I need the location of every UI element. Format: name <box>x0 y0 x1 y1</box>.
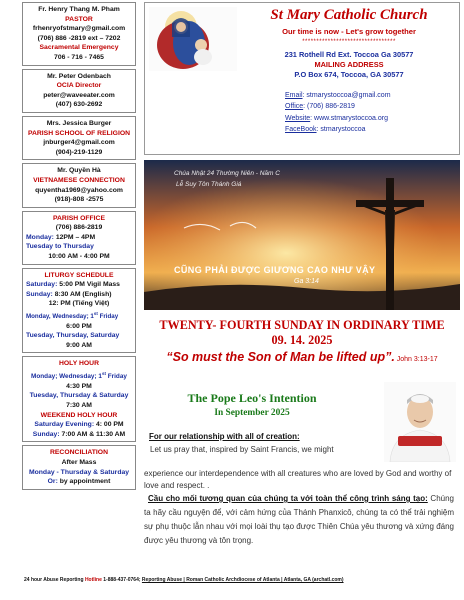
reconciliation-box <box>22 445 136 489</box>
facebook-label: FaceBook <box>285 126 317 134</box>
banner-line2: Lễ Suy Tôn Thánh Giá <box>176 181 242 188</box>
reconciliation-title: RECONCILIATION <box>49 449 109 457</box>
religion-phone: (904)-219-1129 <box>55 148 103 156</box>
pastor-name: Fr. Henry Thang M. Pham <box>38 6 120 13</box>
office-days1: Monday: <box>26 233 54 241</box>
banner-line1: Chúa Nhật 24 Thường Niên - Năm C <box>174 170 280 177</box>
ocia-name: Mr. Peter Odenbach <box>47 72 111 80</box>
liturgy-box <box>22 268 136 354</box>
emergency-label: Sacramental Emergency <box>39 44 119 52</box>
pastor-role: PASTOR <box>65 15 93 23</box>
ocia-email[interactable]: peter@waveeater.com <box>43 91 115 99</box>
office-label: Office <box>285 103 304 111</box>
liturgy-title: LITURGY SCHEDULE <box>44 271 114 279</box>
holy-mw-day-b: Friday <box>105 373 127 381</box>
footer-number: 1-888-437-0764; <box>101 577 142 583</box>
tagline: Our time is now - Let's grow together <box>282 27 416 36</box>
crucifix-banner <box>144 160 460 310</box>
vietnamese-text <box>144 492 454 548</box>
reconciliation-or-label: Or: <box>47 478 58 486</box>
website-value[interactable]: : www.stmarystoccoa.org <box>310 114 388 122</box>
liturgy-mwf-time: 6:00 PM <box>66 322 92 330</box>
sunday-title-line1: TWENTY- FOURTH SUNDAY IN ORDINARY TIME <box>159 318 445 332</box>
holy-tts-time: 7:30 AM <box>66 401 92 409</box>
vietnamese-heading: Cầu cho mối tương quan của chúng ta với toàn thể công trình sáng tạo: <box>148 494 428 503</box>
ocia-box <box>22 69 136 113</box>
english-text-line2: experience our interdependence with all creatures who are loved by God and worthy of love and respect. . <box>144 469 452 490</box>
website-label: Website <box>285 114 311 122</box>
banner-caption: CŨNG PHẢI ĐƯỢC GIƯƠNG CAO NHƯ VẬY <box>174 265 376 275</box>
holy-mw-time: 4:30 PM <box>66 382 92 390</box>
holy-hour-title: HOLY HOUR <box>58 360 100 368</box>
religion-email[interactable]: jnburger4@gmail.com <box>43 139 115 147</box>
mailing-address: P.O Box 674, Toccoa, GA 30577 <box>294 70 404 79</box>
office-box <box>22 211 136 265</box>
vietnamese-email[interactable]: quyentha1969@yahoo.com <box>35 186 123 194</box>
office-days2: Tuesday to Thursday <box>26 243 94 251</box>
pastor-phone: (706) 886 -2819 ext – 7202 <box>37 34 121 42</box>
mailing-label: MAILING ADDRESS <box>314 60 384 69</box>
liturgy-mwf-day-b: Friday <box>97 313 119 321</box>
vietnamese-name: Mr. Quyền Hà <box>57 167 101 175</box>
facebook-value[interactable]: : stmarystoccoa <box>316 126 366 134</box>
holy-mw-sup: st <box>101 371 106 377</box>
religion-role: PARISH SCHOOL OF RELIGION <box>27 129 131 137</box>
header-box <box>144 2 460 155</box>
weekend-sun-day: Sunday: <box>32 430 60 438</box>
weekend-sun-time: 7:00 AM & 11:30 AM <box>59 430 126 438</box>
sunday-title <box>144 318 460 348</box>
religion-name: Mrs. Jessica Burger <box>46 119 112 127</box>
weekend-sat-time: 4: 00 PM <box>94 421 124 429</box>
church-name: St Mary Catholic Church <box>270 7 428 23</box>
office-phone: (706) 886-2819 <box>55 224 103 232</box>
banner-signature: Ga 3:14 <box>294 278 319 285</box>
weekend-sat-day: Saturday Evening: <box>34 421 95 429</box>
reconciliation-or-text: by appointment <box>57 478 111 486</box>
office-hours2: 10:00 AM - 4:00 PM <box>48 253 110 261</box>
reconciliation-after: After Mass <box>61 458 97 466</box>
holy-hour-box <box>22 356 136 442</box>
office-hours1: 12PM – 4PM <box>53 233 96 241</box>
intention-subtitle: In September 2025 <box>214 408 290 418</box>
sidebar <box>22 2 136 493</box>
emergency-phone: 706 - 716 - 7465 <box>54 53 104 61</box>
liturgy-sun-day: Sunday: <box>26 290 53 298</box>
liturgy-sat-time: 5:00 PM Vigil Mass <box>57 281 120 289</box>
footer-lead: 24 hour Abuse Reporting <box>24 577 85 583</box>
email-value[interactable]: : stmarystoccoa@gmail.com <box>302 92 391 99</box>
pastor-box <box>22 2 136 66</box>
relationship-heading: For our relationship with all of creation: <box>149 432 300 441</box>
gospel-quote <box>144 350 460 364</box>
ocia-role: OCIA Director <box>56 82 102 90</box>
vietnamese-role: VIETNAMESE CONNECTION <box>33 176 125 184</box>
email-label: Email <box>285 92 303 99</box>
office-title: PARISH OFFICE <box>53 214 105 222</box>
quote-ref: John 3:13-17 <box>394 356 438 363</box>
reconciliation-days: Monday - Thursday & Saturday <box>28 468 130 476</box>
english-text-line1: Let us pray that, inspired by Saint Francis, we might <box>150 445 334 454</box>
madonna-image <box>149 7 237 71</box>
street-address: 231 Rothell Rd Ext. Toccoa Ga 30577 <box>284 50 414 59</box>
pope-photo <box>384 382 456 462</box>
contact-block <box>285 90 391 136</box>
liturgy-sat-day: Saturday: <box>26 281 58 289</box>
vietnamese-body: Chúng ta hãy cầu nguyện để, với cảm hứng của Thánh Phanxicô, chúng ta có thể trải nghiệm sự phụ thuộc lẫn nhau với mọi loài thụ tạo được Thiên Chúa yêu thương và xứng đáng được yêu thương và tôn trọng. <box>144 494 455 545</box>
liturgy-sun-time1: 8:30 AM (English) <box>52 290 112 298</box>
office-value: : (706) 886-2819 <box>303 103 355 111</box>
sunday-date: 09. 14. 2025 <box>271 333 333 347</box>
intention-title: The Pope Leo's Intention <box>187 391 317 405</box>
footer-hotline: Hotline <box>84 577 102 583</box>
ocia-phone: (407) 630-2692 <box>55 101 103 109</box>
vietnamese-box <box>22 163 136 207</box>
footer <box>24 577 460 583</box>
liturgy-tts-day: Tuesday, Thursday, Saturday <box>26 332 120 340</box>
quote-text: “So must the Son of Man be lifted up”. <box>166 350 395 364</box>
footer-link[interactable]: Reporting Abuse | Roman Catholic Archdiocese of Atlanta | Atlanta, GA (archatl.com) <box>141 577 344 583</box>
liturgy-mwf-day-a: Monday, Wednesday; 1 <box>26 313 94 321</box>
stars-divider: ********************************* <box>302 39 396 45</box>
liturgy-mwf-sup: st <box>93 311 98 317</box>
pastor-email[interactable]: frhenryofstmary@gmail.com <box>32 25 126 33</box>
liturgy-sun-time2: 12: PM (Tiếng Việt) <box>48 300 110 308</box>
vietnamese-phone: (918)-808 -2575 <box>54 196 104 204</box>
weekend-holy-title: WEEKEND HOLY HOUR <box>40 411 118 419</box>
address-block <box>241 50 457 80</box>
holy-tts-day: Tuesday, Thursday & Saturday <box>29 392 129 400</box>
holy-mw-day-a: Monday; Wednesday; 1 <box>31 373 102 381</box>
liturgy-tts-time: 9:00 AM <box>66 341 92 349</box>
religion-box <box>22 116 136 160</box>
